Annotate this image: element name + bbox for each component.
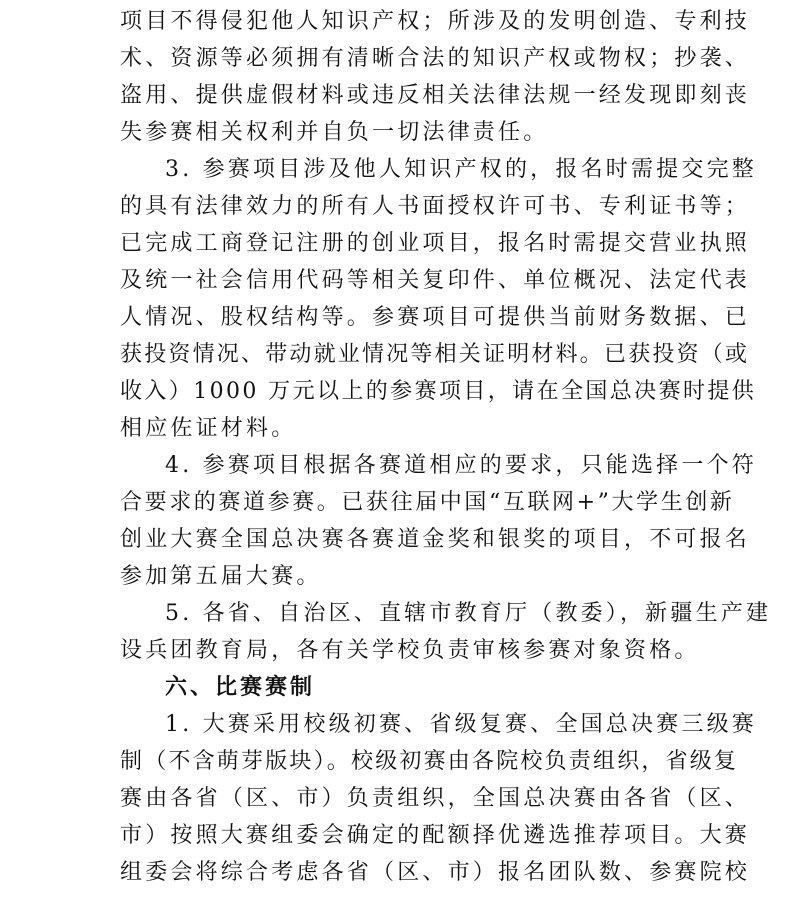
text-line: 参加第五届大赛。 [120, 564, 322, 589]
text-line: 设兵团教育局，各有关学校负责审核参赛对象资格。 [120, 638, 700, 663]
text-line: 合要求的赛道参赛。已获往届中国“互联网+”大学生创新 [120, 490, 735, 515]
text-line: 失参赛相关权利并自负一切法律责任。 [120, 120, 549, 145]
text-line: 相应佐证材料。 [120, 416, 297, 441]
text-line: 已完成工商登记注册的创业项目，报名时需提交营业执照 [120, 231, 751, 256]
text-line: 获投资情况、带动就业情况等相关证明材料。已获投资（或 [120, 342, 750, 367]
section-heading: 六、比赛赛制 [165, 675, 316, 700]
text-line: 组委会将综合考虑各省（区、市）报名团队数、参赛院校 [120, 860, 751, 885]
paragraph-start: 5. 各省、自治区、直辖市教育厅（教委），新疆生产建 [165, 601, 772, 626]
paragraph-start: 3. 参赛项目涉及他人知识产权的，报名时需提交完整 [165, 157, 757, 182]
text-line: 人情况、股权结构等。参赛项目可提供当前财务数据、已 [120, 305, 751, 330]
paragraph-start: 4. 参赛项目根据各赛道相应的要求，只能选择一个符 [165, 453, 757, 478]
text-line: 盗用、提供虚假材料或违反相关法律法规一经发现即刻丧 [120, 83, 751, 108]
text-line: 术、资源等必须拥有清晰合法的知识产权或物权；抄袭、 [120, 46, 751, 71]
text-line: 创业大赛全国总决赛各赛道金奖和银奖的项目，不可报名 [120, 527, 751, 552]
text-line: 收入）1000 万元以上的参赛项目，请在全国总决赛时提供 [120, 379, 757, 404]
text-line: 项目不得侵犯他人知识产权；所涉及的发明创造、专利技 [120, 9, 751, 34]
text-line: 市）按照大赛组委会确定的配额择优遴选推荐项目。大赛 [120, 823, 751, 848]
text-line: 赛由各省（区、市）负责组织，全国总决赛由各省（区、 [120, 786, 751, 811]
text-line: 的具有法律效力的所有人书面授权许可书、专利证书等； [120, 194, 751, 219]
text-line: 制（不含萌芽版块）。校级初赛由各院校负责组织，省级复 [120, 749, 739, 774]
text-line: 及统一社会信用代码等相关复印件、单位概况、法定代表 [120, 268, 751, 293]
paragraph-start: 1. 大赛采用校级初赛、省级复赛、全国总决赛三级赛 [165, 712, 757, 737]
